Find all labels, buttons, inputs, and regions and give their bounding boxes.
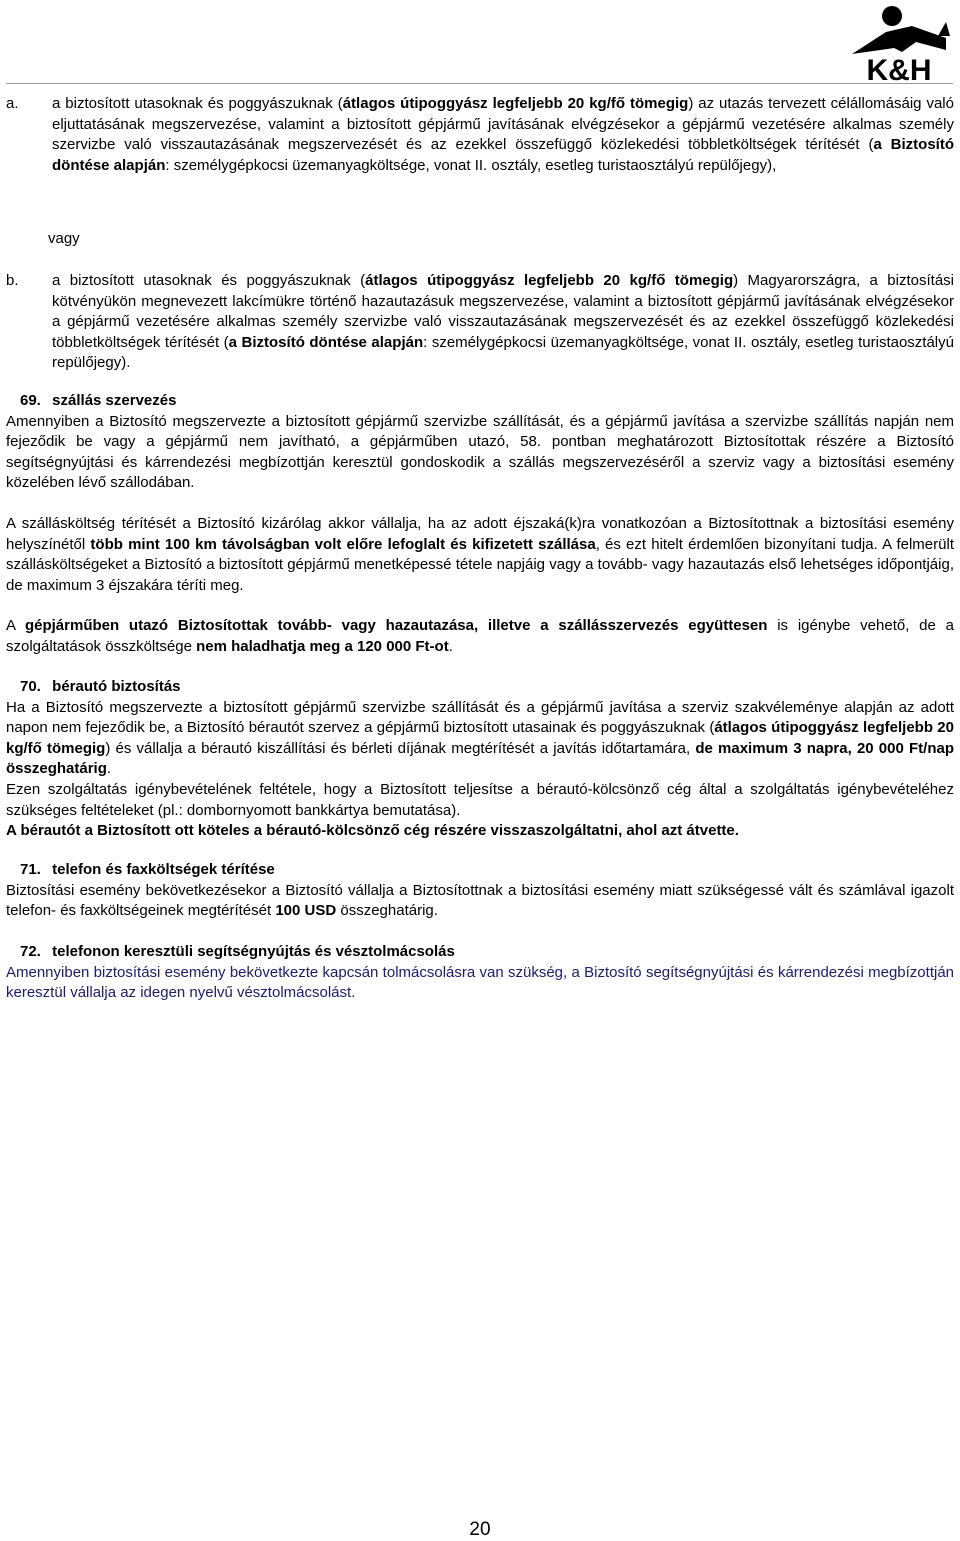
paragraph: Biztosítási esemény bekövetkezésekor a Biztosító vállalja a Biztosítottnak a biztosítási esemény miatt szükségessé vált és számlával igazolt telefon- és faxköltségeinek megtérítését 100 USD összeghatárig. <box>6 881 954 920</box>
or-separator: vagy <box>48 230 80 247</box>
section-72 <box>6 942 954 1004</box>
paragraph: Ha a Biztosító megszervezte a biztosított gépjármű szervizbe szállítását és a gépjármű javítása a szerviz szakvéleménye alapján az adott napon nem fejeződik be, a Biztosító bérautót szervez a gépjármű biztosított utasainak és poggyászuknak (átlagos útipoggyász legfeljebb 20 kg/fő tömegig) és vállalja a bérautó kiszállítási és bérleti díjának megtérítését a javítás időtartamára, de maximum 3 napra, 20 000 Ft/nap összeghatárig. <box>6 698 954 778</box>
section-69-paragraph-2 <box>6 514 954 596</box>
list-item-text: a biztosított utasoknak és poggyászuknak (átlagos útipoggyász legfeljebb 20 kg/fő tömegig) Magyarországra, a biztosítási kötvényükön megnevezett lakcímükre történő hazautazásuk megszervezése, valamint a biztosított gépjármű javításának elvégzésekor a gépjármű vezetésére alkalmas személy szervizbe való visszautazásának megszervezését és az ezekkel összefüggő közlekedési többletköltségek térítését (a Biztosító döntése alapján: személygépkocsi üzemanyagköltsége, vonat II. osztály, esetleg turistaosztályú repülőjegy). <box>52 272 954 372</box>
section-title: szállás szervezés <box>52 392 177 409</box>
list-item-a <box>6 94 954 176</box>
paragraph: Ezen szolgáltatás igénybevételének feltétele, hogy a Biztosított teljesítse a bérautó-kölcsönző cég által a szolgáltatás igénybevételéhez szükséges feltételeket (pl.: dombornyomott bankkártya bemutatása). <box>6 780 954 819</box>
section-heading <box>6 391 954 412</box>
page-number: 20 <box>469 1519 491 1540</box>
list-marker: a. <box>6 95 19 112</box>
section-title: telefon és faxköltségek térítése <box>52 861 275 878</box>
section-heading <box>6 942 954 963</box>
list-item-text: a biztosított utasoknak és poggyászuknak (átlagos útipoggyász legfeljebb 20 kg/fő tömegig) az utazás tervezett célállomásáig való eljuttatásának megszervezése, valamint a biztosított gépjármű javításának elvégzésekor a gépjármű vezetésére alkalmas személy szervizbe való visszautazásának megszervezését és az ezekkel összefüggő közlekedési többletköltségek térítését (a Biztosító döntése alapján: személygépkocsi üzemanyagköltsége, vonat II. osztály, esetleg turistaosztályú repülőjegy), <box>52 95 954 174</box>
header-divider <box>6 83 953 84</box>
section-title: telefonon keresztüli segítségnyújtás és vésztolmácsolás <box>52 943 455 960</box>
section-number: 69. <box>20 392 41 409</box>
section-number: 70. <box>20 678 41 695</box>
section-title: bérautó biztosítás <box>52 678 181 695</box>
paragraph: A szállásköltség térítését a Biztosító kizárólag akkor vállalja, ha az adott éjszaká(k)ra vonatkozóan a Biztosítottnak a biztosítási esemény helyszínétől több mint 100 km távolságban volt előre lefoglalt és kifizetett szállása, és ezt hitelt érdemlően bizonyítani tudja. A felmerült szállásköltségeket a Biztosító a biztosított gépjármű menetképessé tétele napjáig vagy a tovább- vagy hazautazás első lehetséges időpontjáig, de maximum 3 éjszakára téríti meg. <box>6 515 954 594</box>
section-heading <box>6 860 954 881</box>
section-heading <box>6 677 954 698</box>
section-69-paragraph-3 <box>6 616 954 657</box>
section-71 <box>6 860 954 922</box>
section-70 <box>6 677 954 842</box>
section-69 <box>6 391 954 494</box>
section-number: 71. <box>20 861 41 878</box>
paragraph: A gépjárműben utazó Biztosítottak tovább- vagy hazautazása, illetve a szállásszervezés együttesen is igénybe vehető, de a szolgáltatások összköltsége nem haladhatja meg a 120 000 Ft-ot. <box>6 617 954 655</box>
section-number: 72. <box>20 943 41 960</box>
list-item-b <box>6 271 954 374</box>
paragraph: A bérautót a Biztosított ott köteles a bérautó-kölcsönző cég részére visszaszolgáltatni, ahol azt átvette. <box>6 822 739 840</box>
paragraph: Amennyiben biztosítási esemény bekövetkezte kapcsán tolmácsolásra van szükség, a Biztosító segítségnyújtási és kárrendezési megbízottján keresztül vállalja az idegen nyelvű vésztolmácsolást. <box>6 963 954 1002</box>
list-marker: b. <box>6 272 19 289</box>
kh-logo-graphic <box>846 2 952 82</box>
paragraph: Amennyiben a Biztosító megszervezte a biztosított gépjármű szervizbe szállítását, és a gépjármű javítása a szervizbe szállítás napján nem fejeződik be vagy a gépjármű nem javítható, a gépjárműben utazó, 58. pontban meghatározott Biztosítottak részére a Biztosító segítségnyújtási és kárrendezési megbízottján keresztül gondoskodik a szállás megszervezéséről a szerviz vagy a biztosítási esemény közelében lévő szállodában. <box>6 412 954 492</box>
kh-logo <box>846 2 952 82</box>
svg-text:K&H: K&H <box>866 54 932 82</box>
